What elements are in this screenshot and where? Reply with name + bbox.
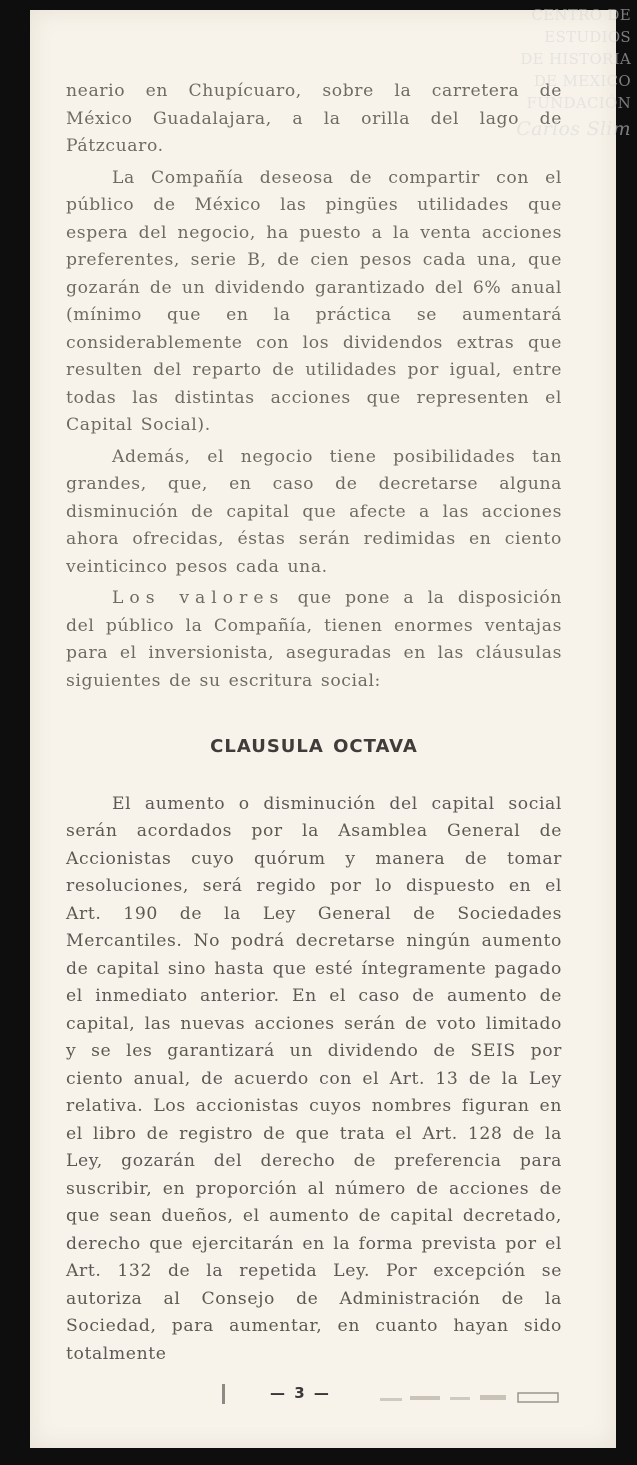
watermark-line: FUNDACIÓN — [526, 94, 631, 112]
document-body — [66, 78, 562, 1372]
archive-watermark — [511, 4, 631, 140]
watermark-line: ESTUDIOS — [544, 28, 631, 46]
watermark-signature: Carlos Slim — [516, 118, 631, 140]
footer-mark — [222, 1384, 225, 1404]
paragraph-shares-offer: La Compañía deseosa de compartir con el público de México las pingües utilidades que espera del negocio, ha puesto a la venta acciones preferentes, serie B, de cien pesos cada una, que gozarán de un dividendo garantizado del 6% anual (mínimo que en la práctica se aumentará considerablemente con los dividendos extras que resulten del reparto de utilidades por igual, entre todas las distintas acciones que representen el Capital Social). — [66, 167, 562, 435]
watermark-line: DE MEXICO — [533, 72, 631, 90]
paragraph-continuation: neario en Chupícuaro, sobre la carretera de México Guadalajara, a la orilla del lago de Pátzcuaro. — [66, 81, 562, 156]
valores-spaced-word: Los valores — [112, 588, 285, 608]
footer-print-smudge — [380, 1392, 560, 1404]
paragraph-redemption: Además, el negocio tiene posibilidades tan grandes, que, en caso de decretarse alguna disminución de capital que afecte a las acciones ahora ofrecidas, éstas serán redimidas en ciento veinticinco pesos cada una. — [66, 446, 562, 577]
watermark-line: CENTRO DE — [531, 6, 631, 24]
paragraph-valores — [66, 585, 562, 695]
watermark-line: DE HISTORIA — [520, 50, 631, 68]
clause-heading: CLAUSULA OCTAVA — [210, 736, 418, 757]
page-number: — 3 — — [270, 1384, 331, 1402]
paragraph-clause-text: El aumento o disminución del capital social serán acordados por la Asamblea General de Accionistas cuyo quórum y manera de tomar resoluciones, será regido por lo dispuesto en el Art. 190 de la Ley General de Sociedades Mercantiles. No podrá decretarse ningún aumento de capital sino hasta que esté íntegramente pagado el inmediato anterior. En el caso de aumento de capital, las nuevas acciones serán de voto limitado y se les garantizará un dividendo de SEIS por ciento anual, de acuerdo con el Art. 13 de la Ley relativa. Los accionistas cuyos nombres figuran en el libro de registro de que trata el Art. 128 de la Ley, gozarán del derecho de preferencia para suscribir, en proporción al número de acciones de que sean dueños, el aumento de capital decretado, derecho que ejercitarán en la forma prevista por el Art. 132 de la repetida Ley. Por excepción se autoriza al Consejo de Administración de la Sociedad, para aumentar, en cuanto hayan sido totalmente — [66, 793, 562, 1364]
valores-rest-text: que pone a la disposición del público la Compañía, tienen enormes ventajas para el inversionista, aseguradas en las cláusulas siguientes de su escritura social: — [66, 588, 562, 691]
